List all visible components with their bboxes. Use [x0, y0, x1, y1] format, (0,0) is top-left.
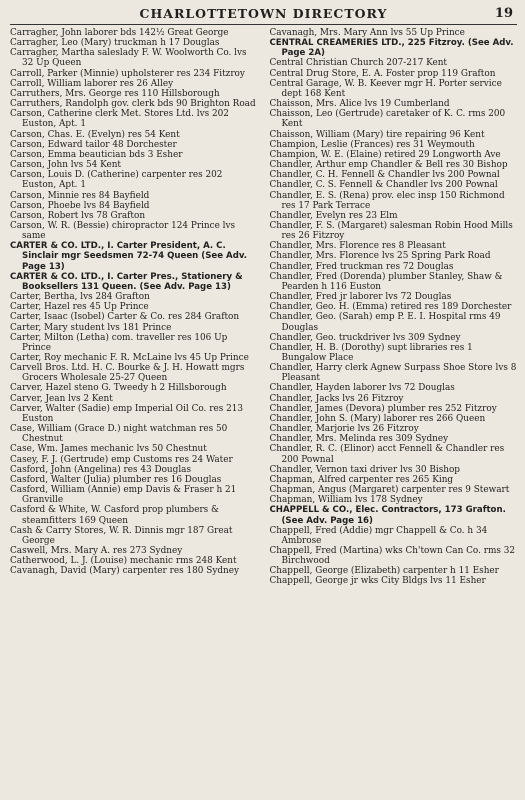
directory-entry: Cavanagh, David (Mary) carpenter res 180 Sydney: [10, 566, 239, 577]
directory-entry: Carter, Hazel res 45 Up Prince: [10, 302, 149, 313]
directory-entry: Carson, Chas. E. (Evelyn) res 54 Kent: [10, 129, 180, 140]
directory-entry: Carragher, Martha saleslady F. W. Woolworth Co. lvs 32 Up Queen: [10, 48, 247, 69]
directory-entry: Chandler, C. S. Fennell & Chandler lvs 200 Pownal: [269, 180, 498, 191]
directory-entry: Chapman, Alfred carpenter res 265 King: [269, 474, 454, 485]
page-title: CHARLOTTETOWN DIRECTORY: [139, 6, 388, 21]
directory-entry: Carter, Isaac (Isobel) Carter & Co. res 284 Grafton: [10, 312, 240, 323]
directory-entry: Carson, Phoebe lvs 84 Bayfield: [10, 200, 150, 211]
page-header: [10, 4, 517, 25]
directory-entry: Carson, Emma beautician bds 3 Esher: [10, 149, 183, 160]
directory-entry: Carroll, William laborer res 26 Alley: [10, 78, 174, 89]
directory-entry: Chapman, Angus (Margaret) carpenter res 9 Stewart: [269, 485, 510, 496]
directory-entry: Catherwood, L. J. (Louise) mechanic rms 248 Kent: [10, 556, 237, 567]
directory-entry: Champion, Leslie (Frances) res 31 Weymouth: [269, 139, 475, 150]
directory-entry: Chapman, William lvs 178 Sydney: [269, 495, 423, 506]
directory-entry: Chaisson, Leo (Gertrude) caretaker of K. C. rms 200 Kent: [269, 109, 506, 130]
directory-entry: Chandler, Mrs. Florence res 8 Pleasant: [269, 241, 446, 252]
directory-entry: Carson, W. R. (Bessie) chiropractor 124 Prince lvs same: [10, 220, 236, 242]
directory-entry: Caswell, Mrs. Mary A. res 273 Sydney: [10, 545, 183, 556]
directory-entry: CARTER & CO. LTD., I. Carter President, A. C. Sinclair mgr Seedsmen 72-74 Queen (See Adv. Page 13): [10, 241, 248, 272]
directory-entry: Carter, Mary student lvs 181 Prince: [10, 322, 172, 333]
directory-entry: Chandler, Geo. H. (Emma) retired res 189 Dorchester: [269, 302, 512, 313]
directory-entry: CHAPPELL & CO., Elec. Contractors, 173 Grafton. (See Adv. Page 16): [269, 505, 506, 526]
directory-entry: Carson, Robert lvs 78 Grafton: [10, 210, 146, 221]
directory-entry: Case, William (Grace D.) night watchman res 50 Chestnut: [10, 424, 228, 445]
directory-entry: Casford & White, W. Casford prop plumbers & steamfitters 169 Queen: [10, 505, 219, 526]
directory-entry: Carragher, John laborer bds 142½ Great George: [10, 28, 229, 38]
directory-entry: Chandler, John S. (Mary) laborer res 266 Queen: [269, 413, 486, 424]
directory-entry: Carragher, Leo (Mary) truckman h 17 Douglas: [10, 38, 220, 49]
directory-entry: Casey, F. J. (Gertrude) emp Customs res 24 Water: [10, 454, 233, 465]
directory-entry: Chappell, George jr wks City Bldgs lvs 11 Esher: [269, 576, 486, 587]
directory-entry: Chandler, H. B. (Dorothy) supt libraries res 1 Bungalow Place: [269, 342, 473, 363]
directory-entry: Chandler, Geo. (Sarah) emp P. E. I. Hospital rms 49 Douglas: [269, 312, 501, 333]
directory-entry: Chappell, George (Elizabeth) carpenter h 11 Esher: [269, 566, 499, 577]
directory-entry: Carruthers, Randolph gov. clerk bds 90 Brighton Road: [10, 99, 256, 110]
directory-entry: Carson, Minnie res 84 Bayfield: [10, 190, 150, 201]
directory-entry: CENTRAL CREAMERIES LTD., 225 Fitzroy. (See Adv. Page 2A): [269, 38, 514, 59]
directory-column-left: [10, 28, 258, 587]
directory-entry: Carvell Bros. Ltd. H. C. Bourke & J. H. Howatt mgrs Grocers Wholesale 25-27 Queen: [10, 363, 245, 384]
directory-entry: Carter, Roy mechanic F. R. McLaine lvs 45 Up Prince: [10, 353, 249, 363]
directory-entry: Central Garage, W. B. Keever mgr H. Porter service dept 168 Kent: [269, 78, 502, 99]
directory-entry: Casford, William (Annie) emp Davis & Fraser h 21 Granville: [10, 485, 237, 506]
directory-entry: Carson, Louis D. (Catherine) carpenter res 202 Euston, Apt. 1: [10, 170, 223, 191]
directory-entry: Chaisson, Mrs. Alice lvs 19 Cumberland: [269, 99, 450, 110]
directory-entry: Chandler, Mrs. Florence lvs 25 Spring Park Road: [269, 251, 491, 262]
directory-entry: Chandler, F. S. (Margaret) salesman Robin Hood Mills res 26 Fitzroy: [269, 220, 513, 242]
directory-entry: Chandler, C. H. Fennell & Chandler lvs 200 Pownal: [269, 170, 500, 181]
directory-entry: Chandler, E. S. (Rena) prov. elec insp 150 Richmond res 17 Park Terrace: [269, 190, 505, 211]
directory-entry: Chandler, Geo. truckdriver lvs 309 Sydney: [269, 332, 461, 343]
directory-entry: Chappell, Fred (Martina) wks Ch'town Can Co. rms 32 Birchwood: [269, 545, 516, 567]
directory-entry: Carson, John lvs 54 Kent: [10, 160, 122, 171]
directory-entry: Chandler, Evelyn res 23 Elm: [269, 210, 398, 221]
directory-entry: Champion, W. E. (Elaine) retired 29 Longworth Ave: [269, 149, 501, 160]
directory-entry: Carver, Jean lvs 2 Kent: [10, 393, 113, 404]
directory-entry: Chandler, Fred jr laborer lvs 72 Douglas: [269, 292, 452, 303]
directory-entry: Carruthers, Mrs. George res 110 Hillsborough: [10, 88, 220, 99]
directory-entry: Casford, Walter (Julia) plumber res 16 Douglas: [10, 474, 222, 485]
directory-entry: Chandler, James (Devora) plumber res 252 Fitzroy: [269, 403, 497, 414]
directory-entry: Chandler, Arthur emp Chandler & Bell res 30 Bishop: [269, 160, 508, 171]
directory-entry: Casford, John (Angelina) res 43 Douglas: [10, 464, 191, 475]
directory-columns: [10, 28, 517, 587]
directory-entry: CARTER & CO. LTD., I. Carter Pres., Stationery & Booksellers 131 Queen. (See Adv. Page 13): [10, 271, 243, 292]
directory-entry: Case, Wm. James mechanic lvs 50 Chestnut: [10, 444, 207, 455]
directory-entry: Chandler, Mrs. Melinda res 309 Sydney: [269, 434, 449, 445]
directory-entry: Carter, Bertha, lvs 284 Grafton: [10, 292, 150, 303]
directory-column-right: [270, 28, 518, 587]
directory-entry: Central Drug Store, E. A. Foster prop 119 Grafton: [269, 68, 496, 79]
directory-entry: Chappell, Fred (Addie) mgr Chappell & Co. h 34 Ambrose: [269, 525, 488, 546]
directory-entry: Chaisson, William (Mary) tire repairing 96 Kent: [269, 129, 485, 140]
directory-entry: Carson, Edward tailor 48 Dorchester: [10, 139, 177, 150]
directory-entry: Chandler, Harry clerk Agnew Surpass Shoe Store lvs 8 Pleasant: [269, 363, 517, 384]
directory-entry: Carver, Hazel steno G. Tweedy h 2 Hillsborough: [10, 383, 227, 394]
directory-entry: Chandler, Hayden laborer lvs 72 Douglas: [269, 383, 455, 394]
directory-entry: Carver, Walter (Sadie) emp Imperial Oil Co. res 213 Euston: [10, 403, 244, 424]
directory-entry: Carter, Milton (Letha) com. traveller res 106 Up Prince: [10, 332, 228, 353]
directory-entry: Chandler, Jacks lvs 26 Fitzroy: [269, 393, 404, 404]
page-number: 19: [494, 6, 513, 21]
directory-entry: Chandler, Fred truckman res 72 Douglas: [269, 261, 454, 272]
directory-entry: Chandler, Vernon taxi driver lvs 30 Bishop: [269, 464, 460, 475]
directory-entry: Central Christian Church 207-217 Kent: [269, 58, 447, 69]
directory-entry: Cash & Carry Stores, W. R. Dinnis mgr 187 Great George: [10, 525, 233, 546]
directory-entry: Chandler, Marjorie lvs 26 Fitzroy: [269, 424, 419, 435]
directory-entry: Chandler, R. C. (Elinor) acct Fennell & Chandler res 200 Pownal: [269, 444, 505, 465]
directory-entry: Chandler, Fred (Dorenda) plumber Stanley, Shaw & Pearden h 116 Euston: [269, 271, 503, 292]
directory-entry: Carroll, Parker (Minnie) upholsterer res 234 Fitzroy: [10, 68, 245, 79]
directory-entry: Cavanagh, Mrs. Mary Ann lvs 55 Up Prince: [269, 28, 465, 38]
directory-entry: Carson, Catherine clerk Met. Stores Ltd. lvs 202 Euston, Apt. 1: [10, 109, 229, 130]
